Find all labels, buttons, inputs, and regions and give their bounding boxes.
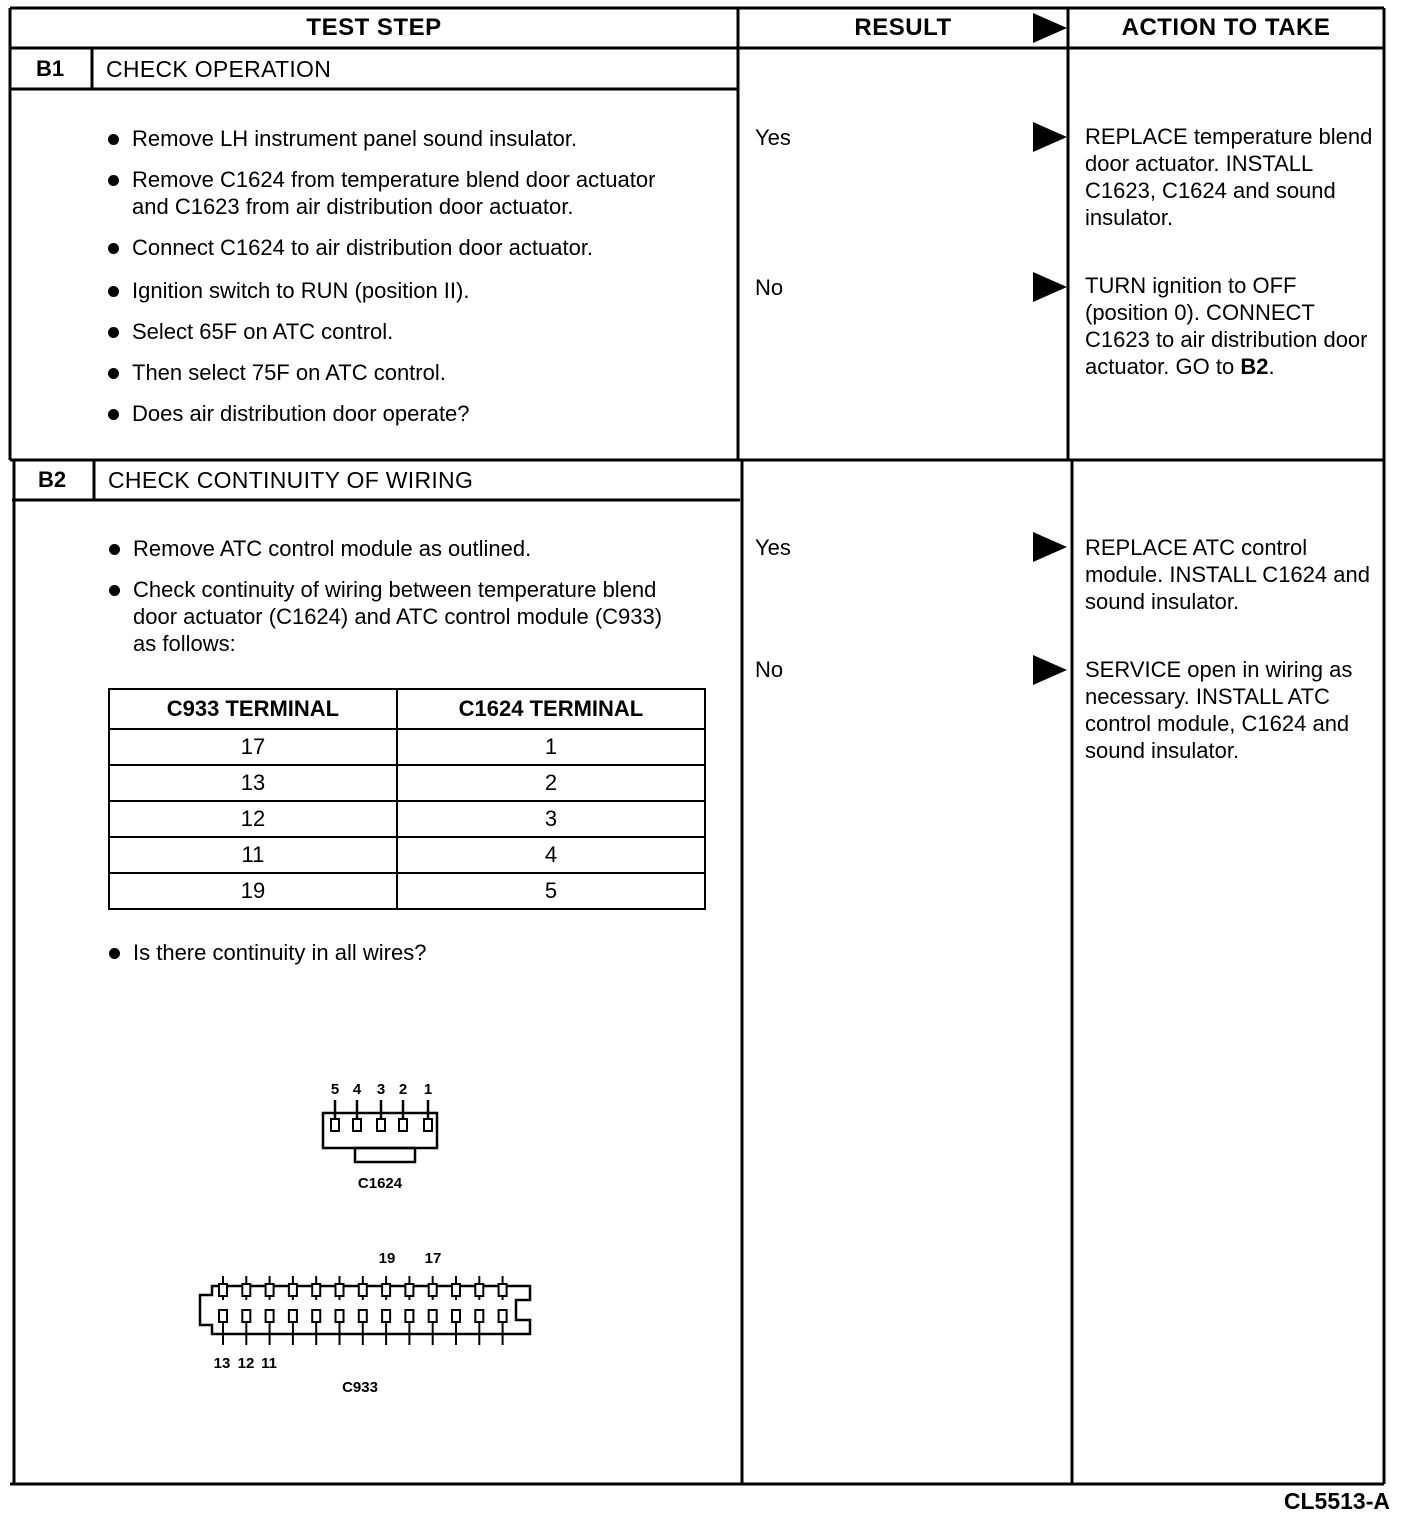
terminal-table <box>108 688 706 910</box>
list-item: Is there continuity in all wires? <box>107 939 687 966</box>
c933-pin <box>405 1284 413 1296</box>
step-id-b2: B2 <box>37 467 67 492</box>
table-row <box>109 873 705 909</box>
table-header-c1624: C1624 TERMINAL <box>397 689 705 729</box>
figure-code: CL5513-A <box>1283 1488 1390 1514</box>
b2-yes-arrow-icon <box>1033 532 1067 562</box>
list-item: Remove LH instrument panel sound insulator. <box>106 125 686 152</box>
b2-result-no: No <box>755 657 784 682</box>
table-header-c933: C933 TERMINAL <box>109 689 397 729</box>
c933-top-label: 17 <box>424 1250 442 1267</box>
c933-pin <box>475 1284 483 1296</box>
table-header-row <box>109 689 705 729</box>
c933-pin <box>289 1284 297 1296</box>
c1624-pin-label: 5 <box>330 1081 340 1098</box>
c933-pin <box>405 1310 413 1322</box>
table-cell: 5 <box>397 873 705 909</box>
table-cell: 3 <box>397 801 705 837</box>
table-row <box>109 765 705 801</box>
c933-pin <box>382 1310 390 1322</box>
b1-bullet-list <box>106 125 686 427</box>
b1-no-arrow-icon <box>1033 272 1067 302</box>
c933-pin <box>242 1284 250 1296</box>
b2-final-bullet <box>107 939 687 966</box>
list-item: Connect C1624 to air distribution door actuator. <box>106 234 686 261</box>
list-item: Check continuity of wiring between temperature blend door actuator (C1624) and ATC control module (C933) as follows: <box>107 576 687 657</box>
table-row <box>109 801 705 837</box>
step-title-b1: CHECK OPERATION <box>106 56 332 82</box>
b1-yes-arrow-icon <box>1033 122 1067 152</box>
b2-action-no: SERVICE open in wiring as necessary. INSTALL ATC control module, C1624 and sound insulator. <box>1085 657 1353 763</box>
c1624-pin-label: 3 <box>376 1081 386 1098</box>
header-arrow-icon <box>1033 13 1067 43</box>
header-action: ACTION TO TAKE <box>1121 14 1331 41</box>
c933-pin <box>452 1310 460 1322</box>
list-item: Remove ATC control module as outlined. <box>107 535 687 562</box>
step-id-b1: B1 <box>35 56 65 81</box>
c933-pin <box>336 1284 344 1296</box>
c933-pin <box>452 1284 460 1296</box>
list-item: Then select 75F on ATC control. <box>106 359 686 386</box>
b1-result-yes: Yes <box>755 125 791 150</box>
c933-pin <box>336 1310 344 1322</box>
list-item: Select 65F on ATC control. <box>106 318 686 345</box>
b2-no-arrow-icon <box>1033 655 1067 685</box>
c933-pin <box>219 1284 227 1296</box>
c933-connector-diagram <box>190 1240 550 1405</box>
c933-pin <box>382 1284 390 1296</box>
table-cell: 4 <box>397 837 705 873</box>
c933-pin <box>499 1284 507 1296</box>
b1-result-no: No <box>755 275 784 300</box>
c933-pin <box>475 1310 483 1322</box>
c933-pin <box>312 1284 320 1296</box>
c933-bottom-label: 13 <box>213 1355 231 1372</box>
list-item: Does air distribution door operate? <box>106 400 686 427</box>
c1624-pin-label: 4 <box>352 1081 362 1098</box>
table-row <box>109 729 705 765</box>
table-cell: 11 <box>109 837 397 873</box>
c933-connector-name: C933 <box>342 1379 378 1396</box>
c933-pin <box>429 1310 437 1322</box>
b2-result-yes: Yes <box>755 535 791 560</box>
header-result: RESULT <box>854 14 952 41</box>
c933-pin <box>266 1310 274 1322</box>
c1624-pin-label: 2 <box>398 1081 408 1098</box>
header-test-step: TEST STEP <box>306 14 442 41</box>
table-cell: 13 <box>109 765 397 801</box>
list-item: Remove C1624 from temperature blend door actuator and C1623 from air distribution door actuator. <box>106 166 686 220</box>
b1-action-yes: REPLACE temperature blend door actuator. INSTALL C1623, C1624 and sound insulator. <box>1085 124 1373 230</box>
b2-action-yes: REPLACE ATC control module. INSTALL C1624 and sound insulator. <box>1085 535 1370 614</box>
table-cell: 2 <box>397 765 705 801</box>
action-step-ref: B2 <box>1240 354 1269 379</box>
c933-pin <box>219 1310 227 1322</box>
b1-action-no: TURN ignition to OFF (position 0). CONNECT C1623 to air distribution door actuator. GO to B2. <box>1085 273 1368 379</box>
c933-pin <box>312 1310 320 1322</box>
c933-pin <box>429 1284 437 1296</box>
b2-bullet-list <box>107 535 687 657</box>
c933-pin <box>359 1284 367 1296</box>
c1624-connector-diagram <box>300 1070 470 1200</box>
table-cell: 12 <box>109 801 397 837</box>
c933-pin <box>289 1310 297 1322</box>
c933-pin <box>499 1310 507 1322</box>
c1624-pin-label: 1 <box>423 1081 433 1098</box>
table-cell: 19 <box>109 873 397 909</box>
table-cell: 17 <box>109 729 397 765</box>
c1624-connector-name: C1624 <box>357 1175 403 1192</box>
c933-pin <box>242 1310 250 1322</box>
c933-bottom-label: 12 <box>237 1355 255 1372</box>
c933-top-label: 19 <box>378 1250 396 1267</box>
table-row <box>109 837 705 873</box>
c933-pin <box>359 1310 367 1322</box>
list-item: Ignition switch to RUN (position II). <box>106 277 686 304</box>
c933-pin <box>266 1284 274 1296</box>
step-title-b2: CHECK CONTINUITY OF WIRING <box>108 467 474 493</box>
table-cell: 1 <box>397 729 705 765</box>
c933-bottom-label: 11 <box>261 1355 277 1372</box>
